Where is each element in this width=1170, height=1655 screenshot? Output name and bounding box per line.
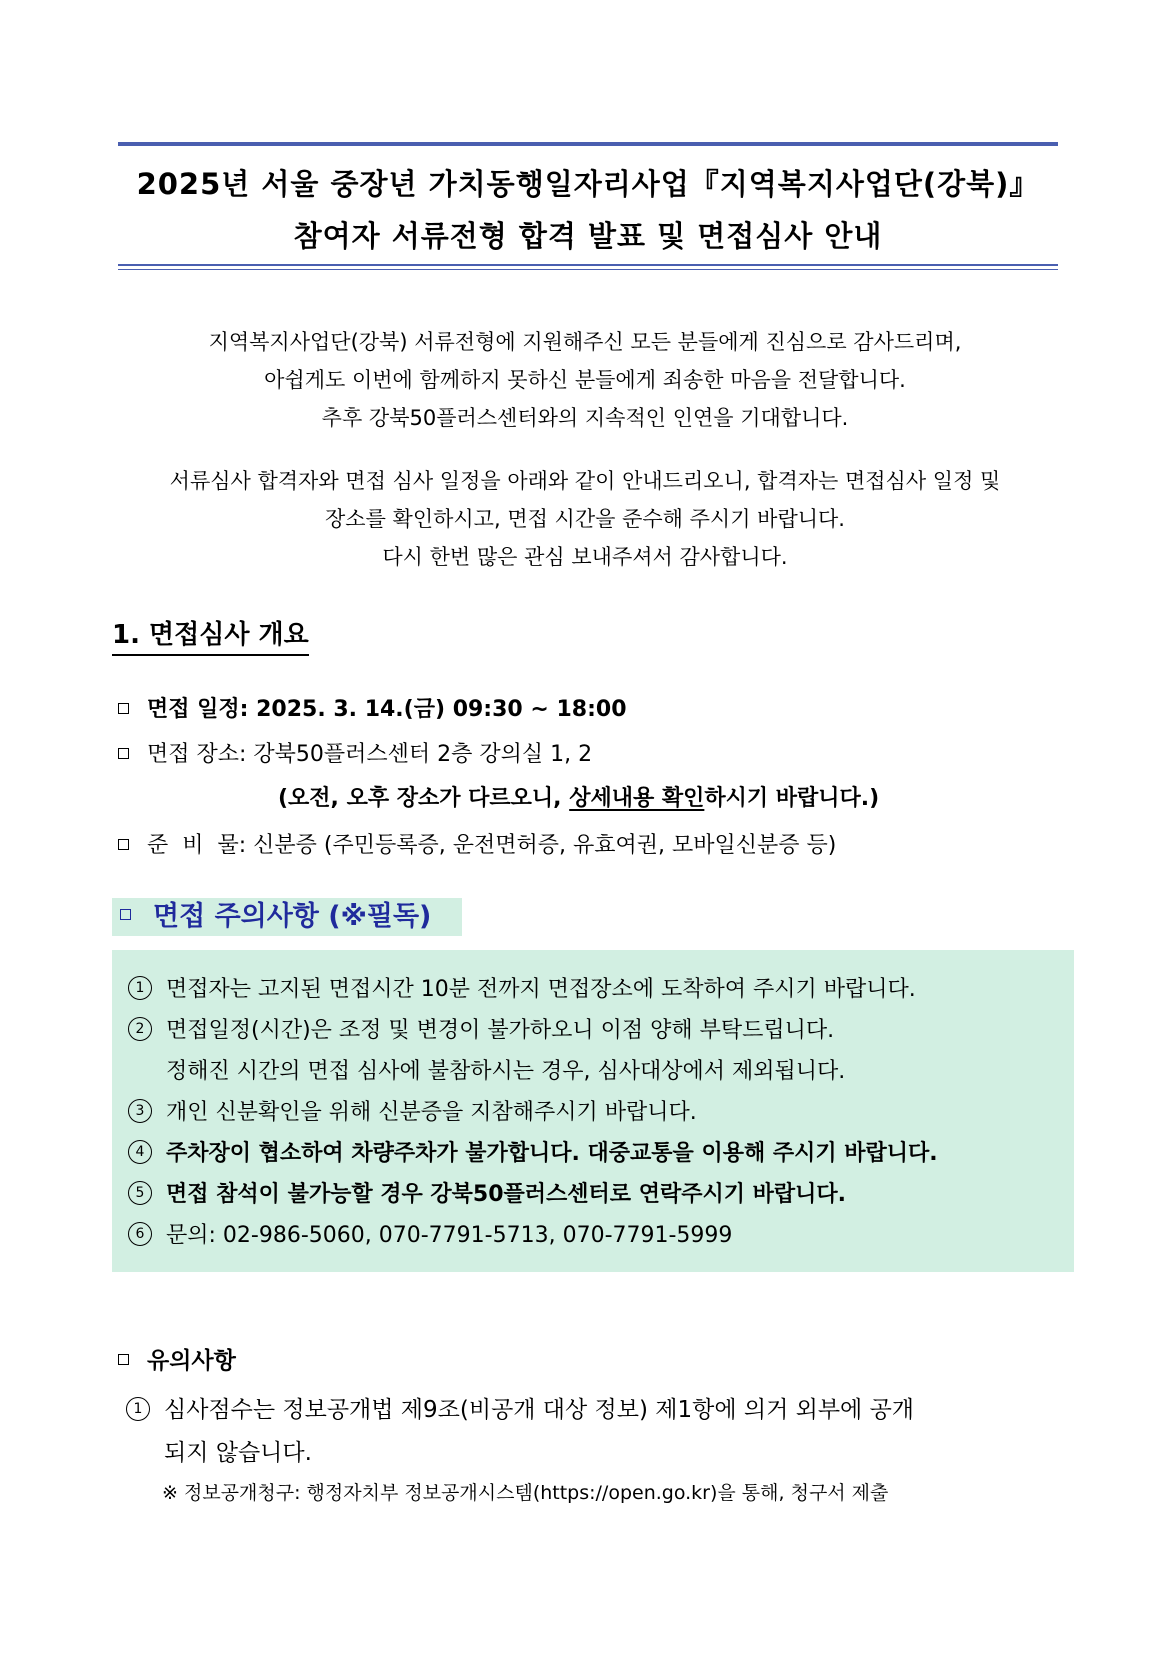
cautions-box [112, 950, 1074, 1272]
caution-text: 정해진 시간의 면접 심사에 불참하시는 경우, 심사대상에서 제외됩니다. [166, 1059, 846, 1084]
location-note-underlined: 상세내용 확인 [569, 786, 705, 811]
notice-text-line2: 되지 않습니다. [164, 1440, 312, 1466]
location-row [118, 737, 592, 768]
caution-text: 면접 참석이 불가능할 경우 강북50플러스센터로 연락주시기 바랍니다. [166, 1182, 846, 1207]
notice-heading [118, 1342, 236, 1375]
square-bullet-icon [118, 748, 129, 759]
section-heading-overview: 1. 면접심사 개요 [112, 614, 309, 656]
document-title-line2: 참여자 서류전형 합격 발표 및 면접심사 안내 [293, 219, 883, 253]
location-note-post: 하시기 바랍니다.) [704, 786, 880, 811]
location-text: 면접 장소: 강북50플러스센터 2층 강의실 1, 2 [147, 742, 593, 767]
circled-number-icon: 1 [128, 976, 152, 1000]
notice-text-line1: 심사점수는 정보공개법 제9조(비공개 대상 정보) 제1항에 의거 외부에 공개 [164, 1397, 915, 1423]
schedule-text: 면접 일정: 2025. 3. 14.(금) 09:30 ~ 18:00 [147, 697, 627, 722]
caution-text: 개인 신분확인을 위해 신분증을 지참해주시기 바랍니다. [166, 1100, 697, 1125]
circled-number-icon: 6 [128, 1222, 152, 1246]
materials-text: 준 비 물: 신분증 (주민등록증, 운전면허증, 유효여권, 모바일신분증 등) [147, 833, 837, 858]
caution-text: 면접일정(시간)은 조정 및 변경이 불가하오니 이점 양해 부탁드립니다. [166, 1018, 835, 1043]
circled-number-icon: 3 [128, 1099, 152, 1123]
location-note [278, 781, 879, 812]
schedule-row [118, 692, 627, 723]
intro-p2-line1: 서류심사 합격자와 면접 심사 일정을 아래와 같이 안내드리오니, 합격자는 면접심사 일정 및 [169, 469, 1001, 493]
square-bullet-icon [118, 839, 129, 850]
intro-p2-line3: 다시 한번 많은 관심 보내주셔서 감사합니다. [382, 545, 788, 569]
intro-p1-line1: 지역복지사업단(강북) 서류전형에 지원해주신 모든 분들에게 진심으로 감사드리며, [208, 330, 962, 354]
cautions-heading [112, 898, 462, 936]
notice-heading-text: 유의사항 [147, 1348, 236, 1374]
caution-item [128, 1013, 834, 1044]
notice-reference-note: ※ 정보공개청구: 행정자치부 정보공개시스템(https://open.go.kr)을 통해, 청구서 제출 [162, 1482, 889, 1504]
intro-p1-line3: 추후 강북50플러스센터와의 지속적인 인연을 기대합니다. [321, 406, 849, 430]
square-bullet-icon [118, 1354, 129, 1365]
square-bullet-icon [118, 703, 129, 714]
caution-item [128, 972, 916, 1003]
cautions-heading-text: 면접 주의사항 (※필독) [153, 901, 432, 932]
notice-item [126, 1391, 914, 1424]
intro-p2-line2: 장소를 확인하시고, 면접 시간을 준수해 주시기 바랍니다. [325, 507, 845, 531]
caution-text: 면접자는 고지된 면접시간 10분 전까지 면접장소에 도착하여 주시기 바랍니다. [166, 977, 916, 1002]
caution-text: 문의: 02-986-5060, 070-7791-5713, 070-7791-5999 [166, 1223, 733, 1248]
caution-item [128, 1095, 697, 1126]
circled-number-icon: 1 [126, 1397, 150, 1421]
circled-number-icon: 2 [128, 1017, 152, 1041]
circled-number-icon: 5 [128, 1181, 152, 1205]
caution-item-continuation [166, 1054, 845, 1085]
caution-text: 주차장이 협소하여 차량주차가 불가합니다. 대중교통을 이용해 주시기 바랍니다. [166, 1141, 938, 1166]
document-title-line1: 2025년 서울 중장년 가치동행일자리사업『지역복지사업단(강북)』 [136, 167, 1040, 201]
caution-item [128, 1136, 938, 1167]
intro-p1-line2: 아쉽게도 이번에 함께하지 못하신 분들에게 죄송한 마음을 전달합니다. [264, 368, 906, 392]
circled-number-icon: 4 [128, 1140, 152, 1164]
caution-item [128, 1218, 732, 1249]
title-block [118, 142, 1058, 266]
materials-row [118, 828, 836, 859]
square-bullet-icon [120, 909, 131, 920]
location-note-pre: (오전, 오후 장소가 다르오니, [278, 786, 570, 811]
caution-item [128, 1177, 846, 1208]
